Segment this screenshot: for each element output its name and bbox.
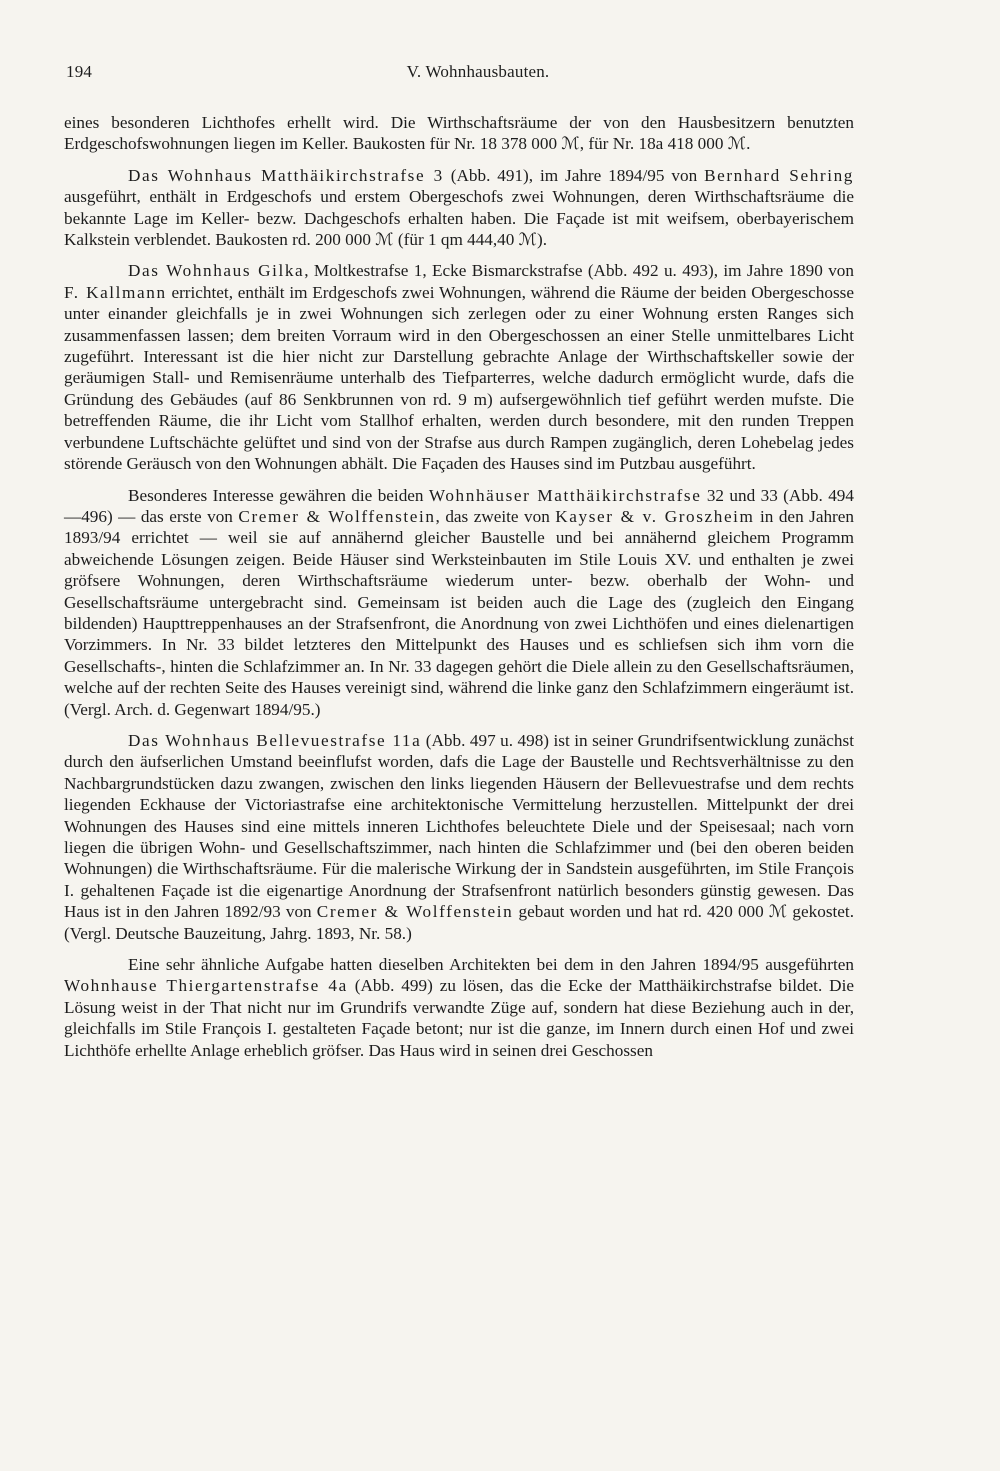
text-run: (Abb. 491), im Jahre 1894/95 von — [443, 165, 705, 185]
body-text — [64, 112, 854, 1061]
paragraph — [64, 954, 854, 1061]
spaced-emphasis: Cremer & Wolffenstein — [316, 902, 514, 922]
paragraph — [64, 112, 854, 155]
text-run: errichtet, enthält im Erdgeschofs zwei Wohnungen, während die Räume der beiden Obergeschosse unter einander gleichfalls je in zwei Wohnungen sich zerlegen oder zu einer Wohnung ersten Ranges sich zusammenfassen lassen; dem breiten Vorraum wird in den Obergeschossen an einer Stelle unmittelbares Licht zugeführt. Interessant ist die hier nicht zur Darstellung gebrachte Anlage der Wirthschaftskeller sowie der geräumigen Stall- und Remisenräume unterhalb des Tiefparterres, welche dadurch ermöglicht wurde, dafs die Gründung des Gebäudes (auf 86 Senkbrunnen von rd. 9 m) aufsergewöhnlich tief geführt werden mufste. Die betreffenden Räume, die ihr Licht vom Stallhof erhalten, werden durch besondere, mit den runden Treppen verbundene Luftschächte gelüftet und sind von der Strafse aus durch Rampen zugänglich, deren Lohebelag jedes störende Geräusch von den Wohnungen abhält. Die Façaden des Hauses sind im Putzbau ausgeführt. — [64, 282, 854, 474]
spaced-emphasis: Das Wohnhaus Bellevuestrafse 11a — [128, 730, 422, 750]
spaced-emphasis: Das Wohnhaus Gilka — [128, 261, 305, 281]
text-run: , das zweite von — [435, 506, 556, 526]
page-number: 194 — [66, 62, 93, 81]
text-run: Eine sehr ähnliche Aufgabe hatten dieselben Architekten bei dem in den Jahren 1894/95 ausgeführten — [128, 955, 854, 975]
spaced-emphasis: Wohnhäuser Matthäikirchstrafse — [428, 485, 702, 505]
text-run: (Abb. 499) zu lösen, das die Ecke der Matthäikirchstrafse bildet. Die Lösung weist in der That nicht nur im Grundrifs verwandte Züge auf, sondern hat diese Beziehung auch in der, gleichfalls im Stile François I. gestalteten Façade betont; nur ist die ganze, im Innern durch einen Hof und zwei Lichthöfe erhellte Anlage erheblich gröfser. Das Haus wird in seinen drei Geschossen — [64, 976, 854, 1060]
paragraph — [64, 165, 854, 251]
paragraph — [64, 485, 854, 720]
text-run: gebaut worden und hat rd. 420 000 ℳ gekostet. (Vergl. Deutsche Bauzeitung, Jahrg. 1893, Nr. 58.) — [64, 902, 854, 943]
text-run: (Abb. 497 u. 498) ist in seiner Grundrifsentwicklung zunächst durch den äufserlichen Umstand beeinflufst worden, dafs die Lage der Baustelle und Rechtsverhältnisse zu den Nachbargrundstücken dazu zwangen, zwischen den links liegenden Häusern der Bellevuestrafse und dem rechts liegenden Eckhause der Victoriastrafse eine architektonische Vermittelung herzustellen. Mittelpunkt der drei Wohnungen des Hauses sind eine mittels inneren Lichthofes beleuchtete Diele und der Speisesaal; nach vorn liegen die übrigen Wohn- und Gesellschaftszimmer, nach hinten die Schlafzimmer und (bei den oberen beiden Wohnungen) die Wirthschaftsräume. Für die malerische Wirkung der in Sandstein ausgeführten, im Stile François I. gehaltenen Façade ist die eigenartige Anordnung der Strafsenfront natürlich besonders günstig gewesen. Das Haus ist in den Jahren 1892/93 von — [64, 730, 854, 922]
text-run: eines besonderen Lichthofes erhellt wird. Die Wirthschaftsräume der von den Hausbesitzern benutzten Erdgeschofswohnungen liegen im Keller. Baukosten für Nr. 18 378 000 ℳ, für Nr. 18a 418 000 ℳ. — [64, 113, 854, 154]
spaced-emphasis: Bernhard Sehring — [704, 165, 854, 185]
text-run: Besonderes Interesse gewähren die beiden — [128, 485, 429, 505]
text-run: , Moltkestrafse 1, Ecke Bismarckstrafse (Abb. 492 u. 493), im Jahre 1890 von — [304, 261, 854, 281]
text-run: ausgeführt, enthält in Erdgeschofs und erstem Obergeschofs zwei Wohnungen, deren Wirthschaftsräume die bekannte Lage im Keller- bezw. Dachgeschofs erhalten haben. Die Façade ist mit weifsem, oberbayerischem Kalkstein verblendet. Baukosten rd. 200 000 ℳ (für 1 qm 444,40 ℳ). — [64, 187, 854, 250]
paragraph — [64, 730, 854, 944]
spaced-emphasis: Kayser & v. Groszheim — [555, 506, 755, 526]
spaced-emphasis: Das Wohnhaus Matthäikirchstrafse 3 — [128, 165, 444, 185]
spaced-emphasis: Wohnhause Thiergartenstrafse 4a — [64, 976, 348, 996]
spaced-emphasis: Cremer & Wolffenstein — [238, 506, 436, 526]
text-run: in den Jahren 1893/94 errichtet — weil sie auf annähernd gleicher Baustelle und bei annähernd gleichem Programm abweichende Lösungen zeigen. Beide Häuser sind Werksteinbauten im Stile Louis XV. und enthalten je zwei gröfsere Wohnungen, deren Wirthschaftsräume wiederum unter- bezw. oberhalb der Wohn- und Gesellschaftsräume untergebracht sind. Gemeinsam ist beiden auch die Lage des (zugleich den Eingang bildenden) Haupttreppenhauses an der Strafsenfront, die Anordnung von zwei Lichthöfen und eines dielenartigen Vorzimmers. In Nr. 33 bildet letzteres den Mittelpunkt des Hauses und es schliefsen sich ihm vorn die Gesellschafts-, hinten die Schlafzimmer an. In Nr. 33 dagegen gehört die Diele allein zu den Gesellschaftsräumen, welche auf der rechten Seite des Hauses vereinigt sind, während die linke ganz den Schlafzimmern eingeräumt ist. (Vergl. Arch. d. Gegenwart 1894/95.) — [64, 506, 854, 719]
text-run: 32 und 33 (Abb. 494—496) — das erste von — [64, 485, 854, 526]
running-title: V. Wohnhausbauten. — [406, 62, 550, 81]
paragraph — [64, 260, 854, 474]
spaced-emphasis: F. Kallmann — [64, 282, 167, 302]
